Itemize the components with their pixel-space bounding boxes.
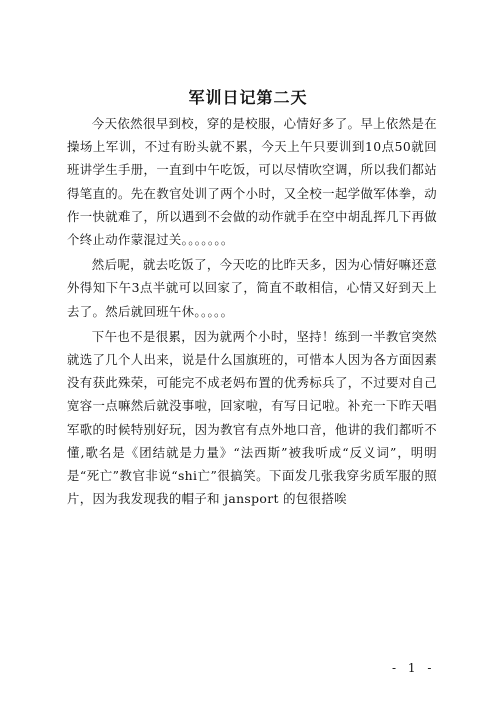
paragraph-2: 然后呢，就去吃饭了，今天吃的比昨天多，因为心情好嘛还意外得知下午3点半就可以回家了，简直不敢相信，心情又好到天上去了。然后就回班午休。。。。。 (67, 257, 437, 319)
page-number: - 1 - (392, 661, 436, 675)
document-title: 军训日记第二天 (188, 88, 308, 107)
paragraph-1: 今天依然很早到校，穿的是校服，心情好多了。早上依然是在操场上军训，不过有盼头就不累，今天上午只要训到10点50就回班讲学生手册，一直到中午吃饭，可以尽情吹空调，所以我们都站得笔直的。先在教官处训了两个小时，又全校一起学做军体拳，动作一快就难了，所以遇到不会做的动作就手在空中胡乱挥几下再做个终止动作蒙混过关。。。。。。。 (67, 116, 437, 248)
paragraph-3: 下午也不是很累，因为就两个小时，坚持！练到一半教官突然就选了几个人出来，说是什么国旗班的，可惜本人因为各方面因素没有获此殊荣，可能完不成老妈布置的优秀标兵了，不过要对自己宽容一点嘛然后就没事啦，回家啦，有写日记啦。补充一下昨天唱军歌的时候特别好玩，因为教官有点外地口音，他讲的我们都听不懂,歌名是《团结就是力量》“法西斯”被我听成“反义词”，明明是“死亡”教官非说“shi亡”很搞笑。下面发几张我穿劣质军服的照片，因为我发现我的帽子和 jansport 的包很搭唉 (67, 328, 437, 507)
document-body (67, 112, 437, 510)
